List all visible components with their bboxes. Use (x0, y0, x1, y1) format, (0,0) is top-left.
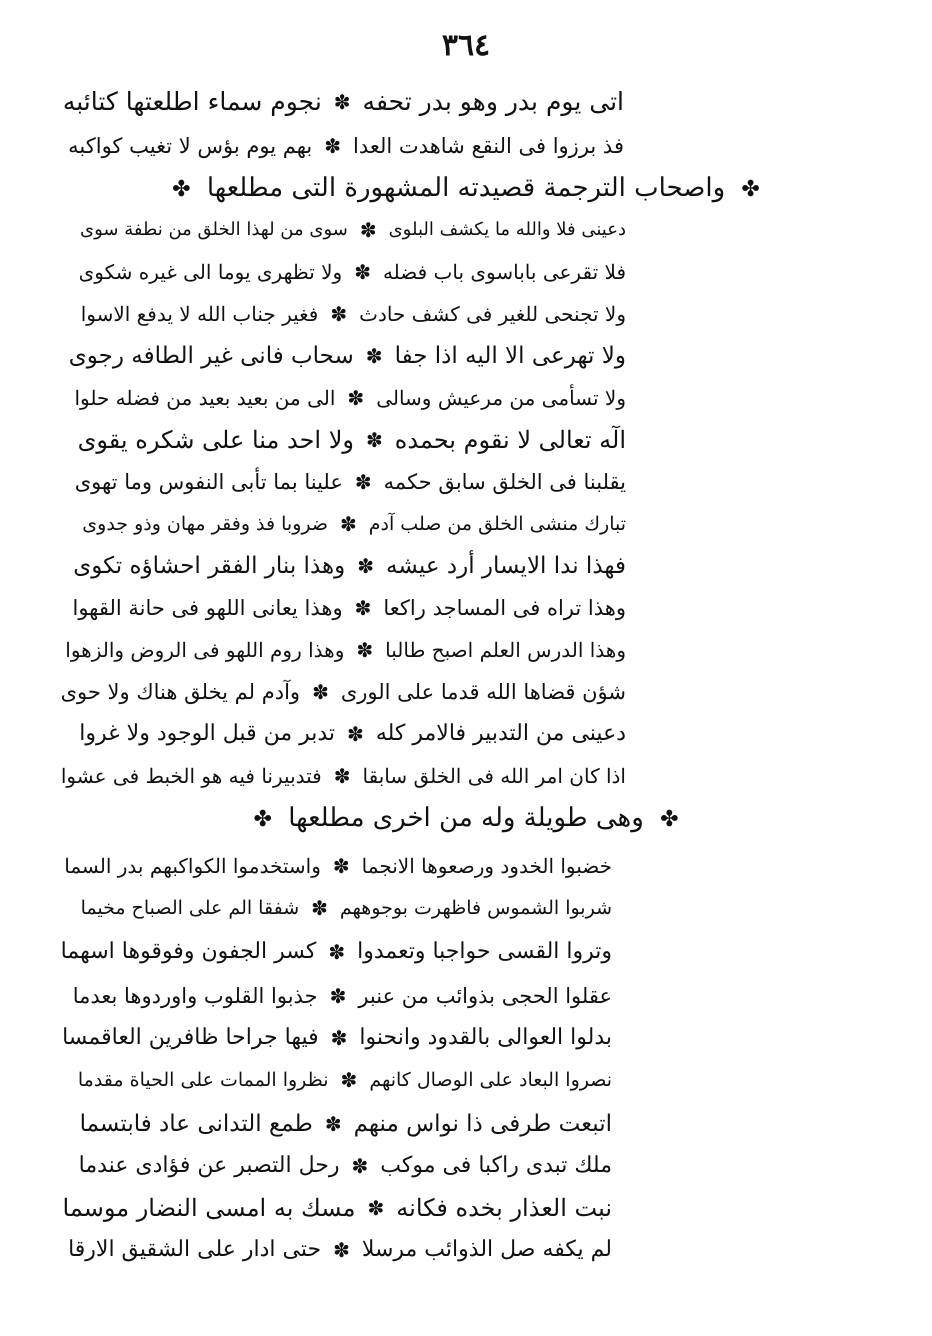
verse-line (68, 126, 624, 166)
verse-line (74, 378, 626, 418)
verse-separator: ✽ (333, 90, 351, 114)
verse-hemistich-left: بهم يوم بؤس لا تغيب كواكبه (68, 134, 313, 158)
verse-hemistich-left: مسك به امسى النضار موسما (62, 1194, 356, 1222)
verse-hemistich-left: ولا تظهرى يوما الى غيره شكوى (78, 260, 343, 284)
verse-hemistich-right: لم يكفه صل الذوائب مرسلا (361, 1237, 612, 1262)
verse-separator: ✽ (367, 1196, 385, 1220)
verse-line (65, 630, 626, 670)
verse-separator: ✽ (347, 386, 365, 410)
verse-hemistich-left: علينا بما تأبى النفوس وما تهوى (74, 470, 343, 494)
verse-line (80, 1104, 612, 1144)
verse-line (63, 82, 624, 122)
verse-line (62, 1018, 612, 1058)
verse-line (69, 336, 626, 376)
verse-line (81, 888, 612, 928)
verse-hemistich-right: نبت العذار بخده فكانه (396, 1194, 612, 1222)
verse-hemistich-right: نصروا البعاد على الوصال كانهم (369, 1069, 612, 1091)
verse-hemistich-right: فلا تقرعى باباسوى باب فضله (382, 260, 626, 284)
verse-separator: ✽ (357, 554, 375, 578)
verse-hemistich-left: الى من بعيد بعيد من فضله حلوا (74, 386, 336, 410)
verse-line (73, 976, 612, 1016)
verse-line (79, 252, 626, 292)
verse-hemistich-right: الٓه تعالى لا نقوم بحمده (394, 426, 626, 454)
verse-separator: ✽ (359, 218, 377, 242)
verse-hemistich-right: خضبوا الخدود ورصعوها الانجما (361, 854, 612, 878)
verse-line (79, 1146, 612, 1186)
verse-hemistich-right: اذا كان امر الله فى الخلق سابقا (362, 764, 626, 788)
section-heading (0, 168, 932, 210)
verse-hemistich-left: وهذا بنار الفقر احشاؤه تكوى (73, 553, 346, 579)
verse-separator: ✽ (311, 896, 328, 920)
verse-separator: ✽ (354, 596, 372, 620)
verse-line (78, 1060, 612, 1100)
verse-line (64, 846, 612, 886)
verse-hemistich-right: ولا تجنحى للغير فى كشف حادث (359, 302, 626, 326)
verse-separator: ✽ (340, 512, 357, 536)
verse-line (82, 504, 626, 544)
ornament-icon: ✤ (741, 177, 760, 202)
verse-hemistich-right: وهذا تراه فى المساجد راكعا (383, 596, 626, 620)
verse-hemistich-right: شربوا الشموس فاظهرت بوجوههم (339, 897, 612, 919)
verse-hemistich-left: وهذا روم اللهو فى الروض والزهوا (65, 638, 345, 662)
verse-hemistich-left: ضروبا فذ وفقر مهان وذو جدوى (82, 513, 328, 535)
verse-line (72, 588, 626, 628)
verse-line (61, 756, 626, 796)
verse-hemistich-left: كسر الجفون وفوقوها اسهما (60, 939, 317, 964)
verse-hemistich-left: رحل التصبر عن فؤادى عندما (78, 1153, 340, 1178)
verse-hemistich-right: فهذا ندا الايسار أرد عيشه (386, 553, 626, 579)
verse-separator: ✽ (312, 680, 329, 704)
verse-separator: ✽ (324, 1112, 342, 1136)
ornament-icon: ✤ (660, 807, 679, 832)
section-heading-text: وهى طويلة وله من اخرى مطلعها (288, 803, 644, 833)
verse-line (73, 546, 626, 586)
verse-line (79, 714, 626, 754)
verse-separator: ✽ (340, 1068, 358, 1092)
verse-line (63, 1188, 612, 1228)
verse-hemistich-left: وهذا يعانى اللهو فى حانة القهوا (72, 596, 343, 620)
verse-hemistich-right: دعينى فلا والله ما يكشف البلوى (388, 219, 626, 240)
verse-separator: ✽ (330, 302, 348, 326)
verse-hemistich-right: ملك تبدى راكبا فى موكب (380, 1153, 612, 1178)
verse-line (68, 1230, 612, 1270)
verse-separator: ✽ (365, 344, 383, 368)
verse-hemistich-left: تدبر من قبل الوجود ولا غروا (79, 721, 336, 746)
verse-hemistich-left: سوى من لهذا الخلق من نطفة سوى (80, 219, 348, 240)
verse-hemistich-left: فيها جراحا ظافرين العاقمسا (62, 1025, 319, 1050)
ornament-icon: ✤ (172, 177, 191, 202)
verse-hemistich-left: وآدم لم يخلق هناك ولا حوى (60, 680, 301, 704)
verse-line (75, 462, 626, 502)
verse-line (61, 932, 612, 972)
verse-hemistich-right: يقلبنا فى الخلق سابق حكمه (383, 470, 626, 494)
verse-hemistich-left: جذبوا القلوب واوردوها بعدما (72, 984, 318, 1008)
verse-hemistich-right: شؤن قضاها الله قدما على الورى (340, 680, 626, 704)
verse-separator: ✽ (354, 470, 372, 494)
verse-hemistich-right: ولا تهرعى الا اليه اذا جفا (394, 343, 626, 369)
verse-hemistich-left: نجوم سماء اطلعتها كتائبه (62, 87, 322, 116)
verse-separator: ✽ (328, 940, 346, 964)
verse-hemistich-right: وهذا الدرس العلم اصبح طالبا (385, 638, 626, 662)
page-number: ٣٦٤ (441, 28, 491, 63)
verse-line (61, 672, 626, 712)
verse-separator: ✽ (330, 1026, 348, 1050)
verse-hemistich-left: واستخدموا الكواكبهم بدر السما (64, 854, 321, 878)
verse-hemistich-left: شفقا الم على الصباح مخيما (80, 897, 300, 919)
verse-separator: ✽ (366, 428, 383, 452)
verse-separator: ✽ (356, 638, 374, 662)
verse-separator: ✽ (329, 984, 347, 1008)
verse-hemistich-left: طمع التدانى عاد فابتسما (79, 1111, 313, 1137)
verse-hemistich-right: تبارك منشى الخلق من صلب آدم (368, 513, 626, 535)
verse-line (80, 210, 626, 250)
verse-hemistich-left: ولا احد منا على شكره يقوى (77, 426, 354, 454)
verse-hemistich-right: ولا تسأمى من مرعيش وسالى (376, 386, 626, 410)
verse-hemistich-left: حتى ادار على الشقيق الارقا (68, 1237, 322, 1262)
verse-hemistich-right: اتى يوم بدر وهو بدر تحفه (362, 87, 624, 116)
section-heading-text: واصحاب الترجمة قصيدته المشهورة التى مطلعها (206, 173, 726, 203)
verse-hemistich-right: وتروا القسى حواجبا وتعمدوا (357, 939, 612, 964)
verse-separator: ✽ (333, 1238, 350, 1262)
verse-hemistich-left: فتدبيرنا فيه هو الخبط فى عشوا (60, 764, 322, 788)
verse-hemistich-right: عقلوا الحجى بذوائب من عنبر (358, 984, 612, 1008)
verse-separator: ✽ (332, 854, 350, 878)
verse-separator: ✽ (324, 134, 342, 158)
verse-hemistich-right: دعينى من التدبير فالامر كله (375, 721, 626, 746)
verse-hemistich-left: سحاب فانى غير الطافه رجوى (68, 343, 354, 369)
verse-separator: ✽ (347, 722, 364, 746)
ornament-icon: ✤ (253, 807, 272, 832)
verse-line (81, 294, 626, 334)
verse-hemistich-right: بدلوا العوالى بالقدود وانحنوا (359, 1025, 612, 1050)
verse-separator: ✽ (351, 1154, 369, 1178)
verse-line (78, 420, 626, 460)
section-heading (0, 798, 932, 840)
verse-hemistich-left: نظروا الممات على الحياة مقدما (77, 1069, 329, 1091)
verse-hemistich-right: اتبعت طرفى ذا نواس منهم (353, 1111, 612, 1137)
verse-separator: ✽ (333, 764, 351, 788)
verse-hemistich-left: فغير جناب الله لا يدفع الاسوا (80, 302, 319, 326)
verse-separator: ✽ (354, 260, 371, 284)
verse-hemistich-right: فذ برزوا فى النقع شاهدت العدا (353, 134, 624, 158)
